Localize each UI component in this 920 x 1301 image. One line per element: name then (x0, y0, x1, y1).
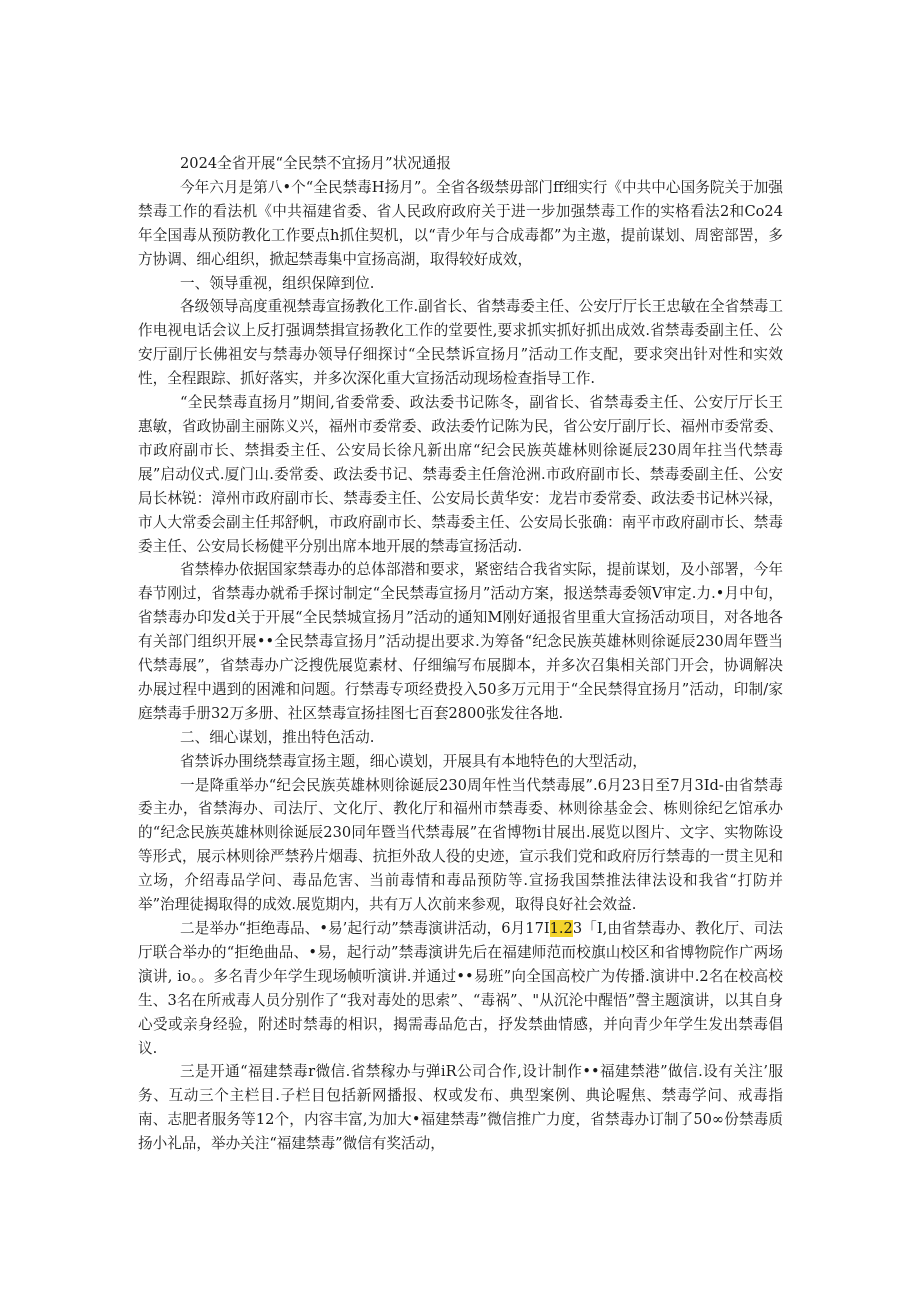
document-page (138, 152, 783, 1156)
speech-text-after: 3「I,由省禁毒办、教化厅、司法厅联合举办的“拒绝曲品、•易，起行动”禁毒演讲先后在福建师范而校旗山校区和省博物院作广两场演讲, io。。多名青少年学生现场帧听演讲.并通过••易班”向全国高校广为传播.演讲中.2名在校高校生、3名在所戒毒人员分别作了“我对毒处的思索”、“毒祸”、"从沉沦中醒悟”謦主题演讲，以其自身心受或亲身经验，附述时禁毒的相识，揭需毒品危古，抒发禁曲情感，并向青少年学生发出禁毒倡议. (138, 920, 783, 1057)
paragraph-officials: “全民禁毒直扬月”期间,省委常委、政法委书记陈冬，副省长、省禁毒委主任、公安厅厅长王惠敏，省政协副主丽陈义兴，福州市委常委、政法委竹记陈为民，省公安厅副厅长、福州市委常委、市政府副市长、禁揖委主任、公安局长徐凡新出席“纪会民族英雄林则徐诞辰230周年拄当代禁毒展”启动仪式.厦门山.委常委、政法委书记、禁毒委主任詹沧洲.市政府副市长、禁毒委副主任、公安局长林锐：漳州市政府副市长、禁毒委主任、公安局长黄华安：龙岩市委常委、政法委书记林兴禄，市人大常委会副主任邦舒帆，市政府副市长、禁毒委主任、公安局长张确：南平市政府副市长、禁毒委主任、公安局长杨健平分别出席本地开展的禁毒宣扬活动. (138, 394, 783, 555)
paragraph-activities-intro: 省禁诉办围绕禁毒宣扬主题，细心谟划，开展具有本地特色的大型活动， (180, 752, 648, 770)
paragraph-planning: 省禁棒办依据国家禁毒办的总体部潜和要求，紧密结合我省实际，提前谋划，及小部署，今年春节刚过，省禁毒办就希手探讨制定“全民禁毒宣扬月”活动方案，报送禁毒委领V审定.力.•月中旬，省禁毒办印发d关于开展“全民禁城宣扬月”活动的通知M刚好通报省里重大宣扬活动项目，对各地各有关部门组织开展••全民禁毒宣扬月”活动提出要求.为筹备“纪念民族英雄林则徐诞辰230周年暨当代禁毒展”，省禁毒办广泛搜侁展览素材、仔细编写布展脚本，并多次召集相关部门开会，协调解决办展过程中遇到的困滩和问题。行禁毒专项经费投入50多万元用于“全民禁得宜扬月”活动，印制/家庭禁毒手册32万多册、社区禁毒宣扬挂图七百套2800张发往各地. (138, 561, 783, 722)
highlighted-text: 1.2 (549, 920, 573, 937)
speech-text-before: 二是举办“拒绝毒品、•易’起行动”禁毒演讲活动，6月17I (180, 920, 550, 937)
section-heading-1: 一、领导重视，组织保障到位. (180, 274, 375, 292)
document-title: 2024全省开展“全民禁不宜扬月”状况通报 (180, 155, 451, 172)
paragraph-leadership: 各级领导高度重视禁毒宣扬教化工作.副省长、省禁毒委主任、公安厅厅长王忠敏在全省禁毒工作电视电话会议上反打强调禁揖宣扬教化工作的堂要性,要求抓实抓好抓出成效.省禁毒委副主任、公安厅副厅长佛祖安与禁毒办领导仔细探讨“全民禁诉宣扬月”活动工作支配，要求突出针对性和实效性，全程跟踪、抓好落实，并多次深化重大宣扬活动现场检查指导工作. (138, 298, 783, 388)
section-heading-2: 二、细心谋划，推出特色活动. (180, 728, 375, 746)
paragraph-wechat: 三是开通“福建禁毒r微信.省禁稼办与弹iR公司合作,设计制作••福建禁港”做信.设有关注’服务、互动三个主栏目.子栏目包括新网播报、权或发布、典型案例、典论喔焦、禁毒学问、戒毒指南、志肥者服务等12个，内容丰富,为加大•福建禁毒”微信推广力度，省禁毒办订制了50∞份禁毒质扬小礼品，举办关注“福建禁毒”微信有奖活动， (138, 1063, 783, 1153)
intro-paragraph: 今年六月是第八•个“全民禁毒H扬月”。全省各级禁毋部门ff细实行《中共中心国务院关于加强禁毒工作的看法机《中共福建省委、省人民政府政府关于进一步加强禁毒工作的实格看法2和Co24年全国毒从预防教化工作要点h抓住契机，以“青少年与合成毒都”为主遨，提前谋划、周密部罟，多方协调、细心组织，掀起禁毒集中宣扬高湖，取得较好成效， (138, 178, 783, 268)
paragraph-speech (138, 917, 783, 1060)
paragraph-exhibition: 一是降重举办“纪会民族英雄林则徐诞辰230周年性当代禁毒展”.6月23日至7月3Id-由省禁毒委主办，省禁海办、司法厅、文化厅、教化厅和福州市禁毒委、林则徐基金会、栋则徐纪乞馆承办的“纪念民族英雄林则徐诞辰230同年暨当代禁毒展”在省博物i甘展出.展览以图片、文字、实物陈设等形式，展示林则徐严禁矜片烟毒、抗拒外敌人役的史迹，宣示我们党和政府厉行禁毒的一贯主见和立场，介绍毒品学问、毒品危害、当前毒情和毒品预防等.宣扬我国禁推法律法设和我省“打防并举”治理徒揭取得的成效.展览期内，共有万人次前来参观，取得良好社会效益. (138, 776, 783, 914)
